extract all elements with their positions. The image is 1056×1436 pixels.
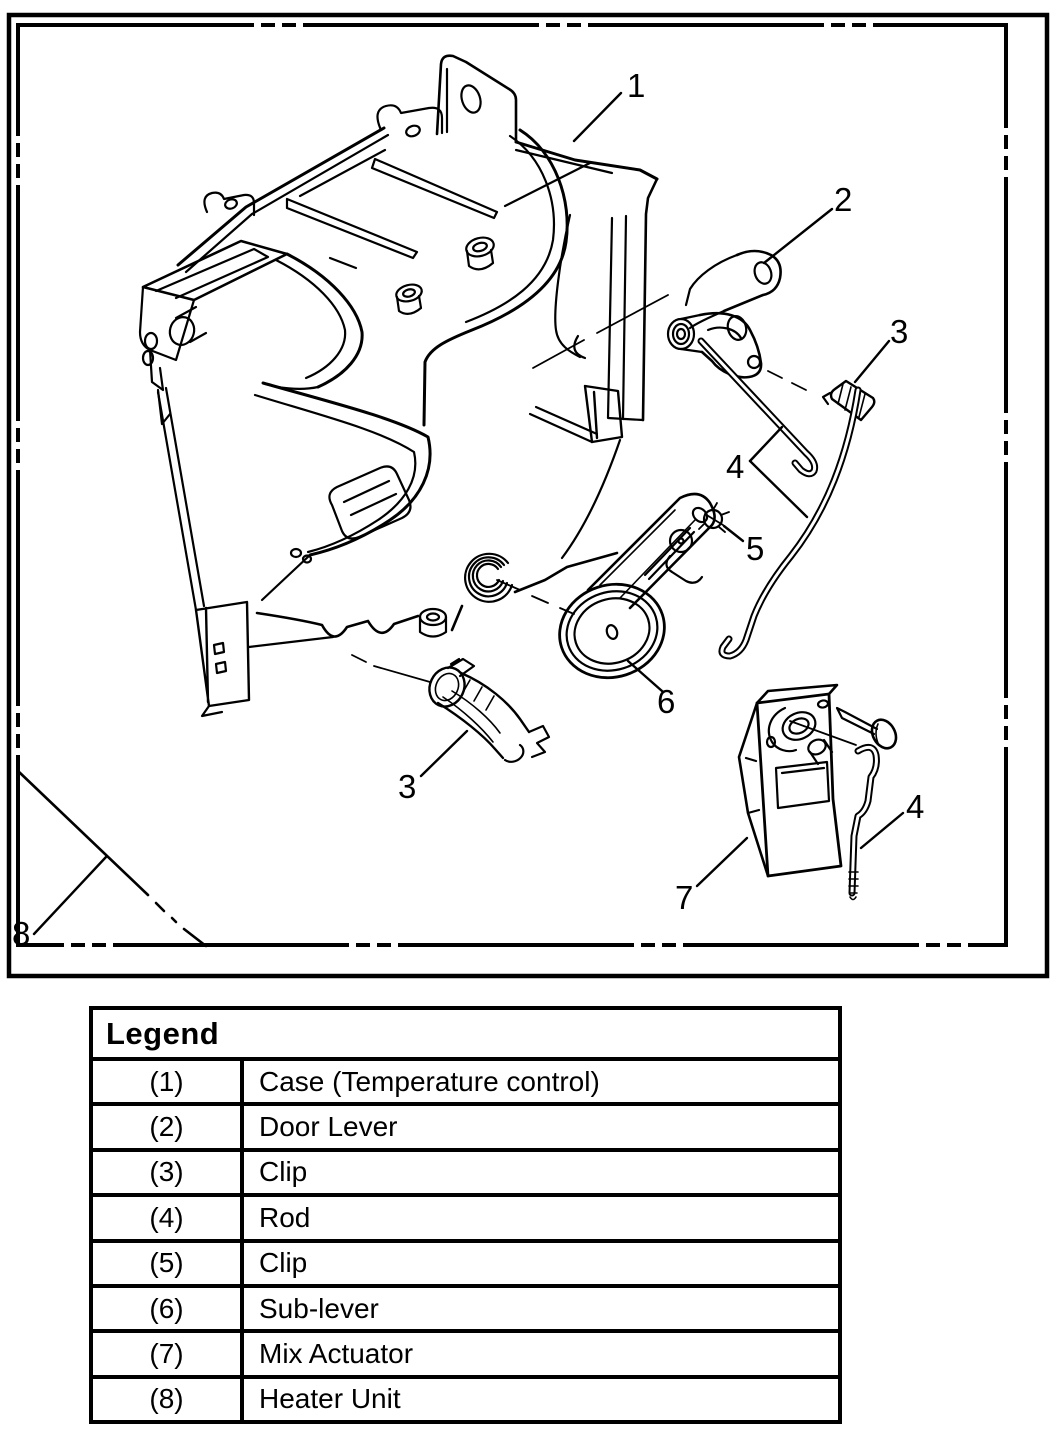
legend-row-label: Mix Actuator [244,1329,838,1374]
rod-long-drawing [722,390,858,656]
legend-row-num: (2) [93,1102,244,1147]
clip-upper-drawing [823,381,874,420]
legend-row-label: Rod [244,1193,838,1238]
case-drawing [140,56,668,716]
legend-row-label: Case (Temperature control) [244,1057,838,1102]
door-lever-drawing [668,251,806,390]
legend-row-label: Heater Unit [244,1375,838,1420]
case-boss-peg [394,282,423,314]
callout-4: 4 [726,448,745,485]
legend-row-num: (3) [93,1148,244,1193]
case-horn-duct [140,241,362,424]
callout-8: 8 [12,915,31,952]
figure-phantom-frame [18,25,1006,945]
callout-3: 3 [890,313,909,350]
legend-row-num: (8) [93,1375,244,1420]
case-boss-peg [420,609,446,637]
rod-lower-drawing [849,747,876,899]
legend-table [89,1006,842,1424]
callout-4b: 4 [906,788,925,825]
case-boss-peg [464,235,496,270]
legend-row-num: (6) [93,1284,244,1329]
callout-5: 5 [746,530,765,567]
legend-row-label: Door Lever [244,1102,838,1147]
figure-outer-border [9,15,1047,976]
legend-row-label: Clip [244,1148,838,1193]
callout-leaders [34,93,903,934]
legend-title: Legend [106,1015,220,1051]
legend-row-num: (7) [93,1329,244,1374]
legend-row-num: (4) [93,1193,244,1238]
mix-actuator-drawing [739,685,901,876]
callout-6: 6 [657,683,676,720]
legend-row-num: (5) [93,1239,244,1284]
callout-7: 7 [675,879,694,916]
sub-lever-drawing [547,494,714,691]
legend-row-label: Clip [244,1239,838,1284]
legend-row-num: (1) [93,1057,244,1102]
callout-1: 1 [627,67,646,104]
callout-3b: 3 [398,768,417,805]
callout-2: 2 [834,181,853,218]
seal-ring [465,554,512,602]
legend-row-label: Sub-lever [244,1284,838,1329]
